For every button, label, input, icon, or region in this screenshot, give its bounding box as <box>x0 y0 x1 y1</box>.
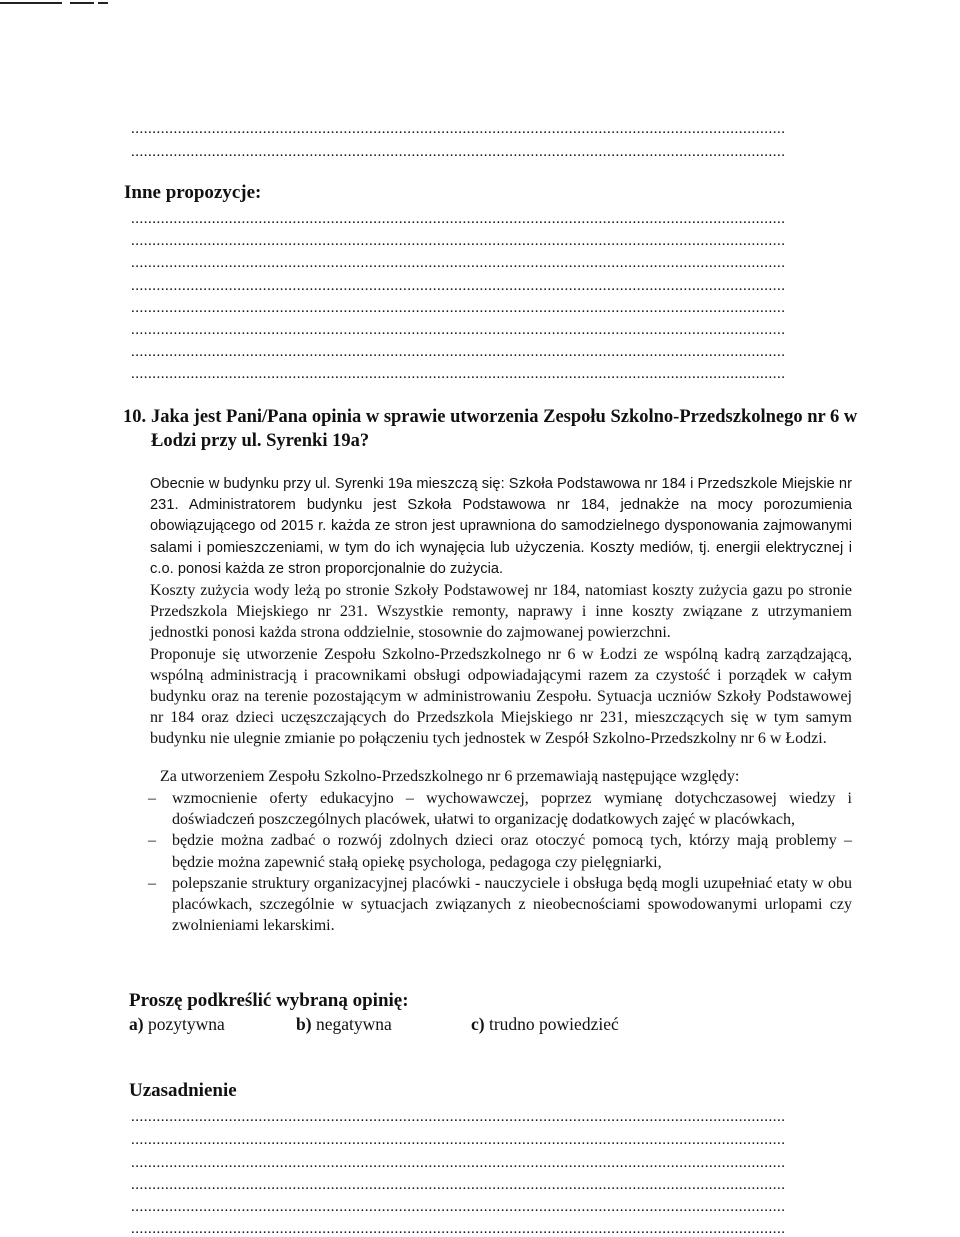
dotted-line: .......................................................................................................................................................... <box>131 233 786 249</box>
dash-bullet: – <box>148 874 156 892</box>
question-text: Jaka jest Pani/Pana opinia w sprawie utworzenia Zespołu Szkolno-Przedszkolnego nr 6 w Łodzi przy ul. Syrenki 19a? <box>151 407 858 451</box>
dash-bullet: – <box>148 790 156 807</box>
list-item-text: polepszanie struktury organizacyjnej placówki - nauczyciele i obsługa będą mogli uzupełniać etaty w obu placówkach, szczególnie w sytuacjach związanych z nieobecnościami spowodowanymi urlopami czy zwolnieniami lekarskimi. <box>172 874 852 935</box>
dotted-line: .......................................................................................................................................................... <box>131 322 786 338</box>
option-letter: b) <box>296 1014 312 1034</box>
dotted-line: .......................................................................................................................................................... <box>131 255 786 271</box>
opinion-heading: Proszę podkreślić wybraną opinię: <box>129 990 409 1011</box>
justification-line[interactable]: .......................................................................................................................................................... <box>131 1221 786 1237</box>
list-item-text: będzie można zadbać o rozwój zdolnych dzieci oraz otoczyć pomocą tych, którzy mają problemy – będzie można zapewnić stałą opiekę psychologa, pedagoga czy pielęgniarki, <box>172 832 852 871</box>
paragraph-current-situation: Obecnie w budynku przy ul. Syrenki 19a mieszczą się: Szkoła Podstawowa nr 184 i Przedszkole Miejskie nr 231. Administratorem budynku jest Szkoła Podstawowa nr 184, jednakże na mocy porozumienia obowiązującego od 2015 r. każda ze stron jest uprawniona do samodzielnego dysponowania zajmowanymi salami i pomieszczeniami, w tym do ich wynajęcia lub użyczenia. Koszty mediów, tj. energii elektrycznej i c.o. ponosi każda ze stron proporcjonalnie do zużycia. <box>150 476 852 577</box>
question-description <box>150 474 852 750</box>
option-letter: a) <box>129 1014 144 1034</box>
dotted-line: .......................................................................................................................................................... <box>131 278 786 294</box>
dotted-line: .......................................................................................................................................................... <box>131 366 786 382</box>
list-item <box>150 873 852 937</box>
justification-line[interactable]: .......................................................................................................................................................... <box>131 1109 786 1125</box>
dotted-line: .......................................................................................................................................................... <box>131 121 786 137</box>
dash-bullet: – <box>148 832 156 850</box>
option-label: trudno powiedzieć <box>484 1014 619 1034</box>
reasons-list <box>150 788 852 936</box>
option-positive[interactable] <box>129 1014 225 1035</box>
top-edge-marks <box>0 0 140 6</box>
question-title <box>123 405 863 453</box>
justification-line[interactable]: .......................................................................................................................................................... <box>131 1177 786 1193</box>
option-letter: c) <box>471 1014 485 1034</box>
opinion-options <box>129 1014 849 1038</box>
justification-line[interactable]: .......................................................................................................................................................... <box>131 1155 786 1171</box>
list-item <box>150 788 852 830</box>
justification-heading: Uzasadnienie <box>129 1080 237 1101</box>
dotted-line: .......................................................................................................................................................... <box>131 300 786 316</box>
list-item <box>150 830 852 872</box>
dotted-line: .......................................................................................................................................................... <box>131 144 786 160</box>
option-label: pozytywna <box>143 1014 225 1034</box>
list-item-text: wzmocnienie oferty edukacyjno – wychowawczej, poprzez wymianę dotychczasowej wiedzy i doświadczeń poszczególnych placówek, ułatwi to organizację dodatkowych zajęć w placówkach, <box>172 790 852 829</box>
question-number: 10. <box>123 407 147 427</box>
paragraph-costs: Koszty zużycia wody leżą po stronie Szkoły Podstawowej nr 184, natomiast koszty zużycia gazu po stronie Przedszkola Miejskiego nr 231. Wszystkie remonty, naprawy i inne koszty związane z utrzymaniem jednostki ponosi każda strona oddzielnie, stosownie do zajmowanej powierzchni. <box>150 582 852 642</box>
other-proposals-heading: Inne propozycje: <box>124 182 262 203</box>
reasons-intro: Za utworzeniem Zespołu Szkolno-Przedszkolnego nr 6 przemawiają następujące względy: <box>160 768 740 785</box>
dotted-line: .......................................................................................................................................................... <box>131 211 786 227</box>
option-label: negatywna <box>311 1014 392 1034</box>
justification-line[interactable]: .......................................................................................................................................................... <box>131 1199 786 1215</box>
option-hard-to-say[interactable] <box>471 1014 619 1035</box>
paragraph-proposal: Proponuje się utworzenie Zespołu Szkolno-Przedszkolnego nr 6 w Łodzi ze wspólną kadrą zarządzającą, wspólną administracją i pracownikami obsługi odpowiadającymi razem za czystość i porządek w całym budynku oraz na terenie pozostającym w administrowaniu Zespołu. Sytuacja uczniów Szkoły Podstawowej nr 184 oraz dzieci uczęszczających do Przedszkola Miejskiego nr 231, mieszczących się w tym samym budynku nie ulegnie zmianie po połączeniu tych jednostek w Zespół Szkolno-Przedszkolny nr 6 w Łodzi. <box>150 645 852 748</box>
justification-line[interactable]: .......................................................................................................................................................... <box>131 1132 786 1148</box>
option-negative[interactable] <box>296 1014 392 1035</box>
dotted-line: .......................................................................................................................................................... <box>131 344 786 360</box>
